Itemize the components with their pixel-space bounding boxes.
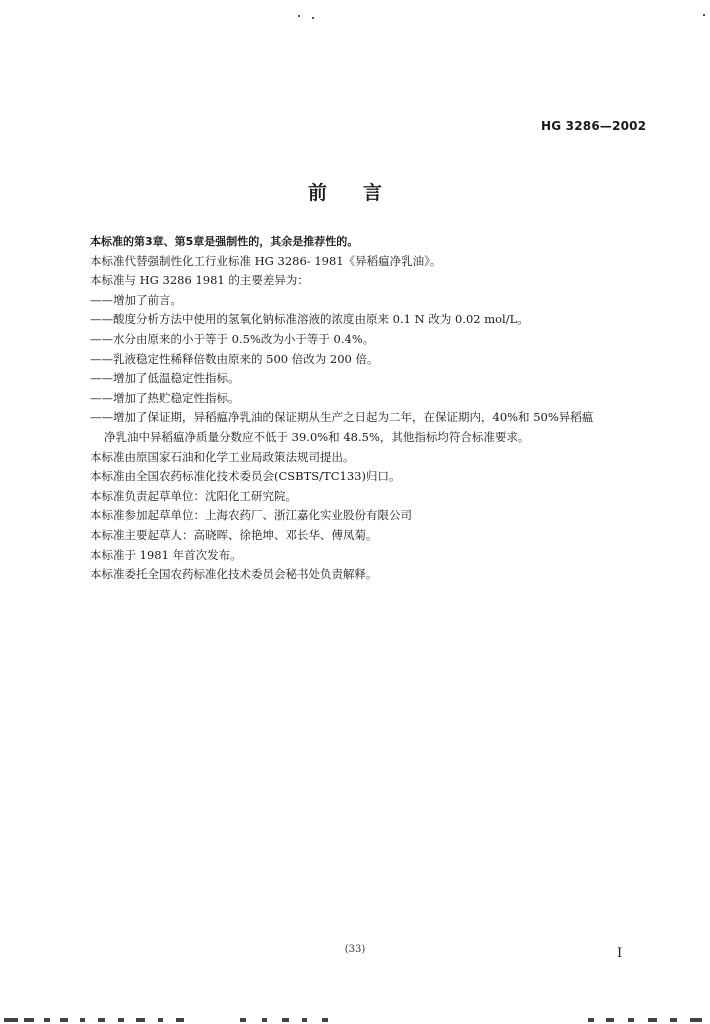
paragraph-line: 本标准委托全国农药标准化技术委员会秘书处负责解释。 [90,567,378,582]
paragraph-line: 本标准参加起草单位：上海农药厂、浙江嘉化实业股份有限公司 [90,508,412,523]
paragraph-line: ——增加了低温稳定性指标。 [90,371,240,386]
paragraph-line: 本标准于 1981 年首次发布。 [90,547,242,562]
paragraph-line: ——增加了保证期，异稻瘟净乳油的保证期从生产之日起为二年，在保证期内，40%和 50%异稻瘟 [90,410,594,425]
paragraph-line: 本标准由全国农药标准化技术委员会(CSBTS/TC133)归口。 [90,469,401,484]
paragraph-line: ——增加了前言。 [90,292,182,307]
paragraph-line: 本标准与 HG 3286 1981 的主要差异为： [90,273,309,288]
paragraph-line: ——增加了热贮稳定性指标。 [90,390,240,405]
paragraph-line: ——水分由原来的小于等于 0.5%改为小于等于 0.4%。 [90,331,375,346]
scan-dot [312,17,314,19]
page-number: (33) [344,944,366,955]
paragraph-line: ——酸度分析方法中使用的氢氧化钠标准溶液的浓度由原来 0.1 N 改为 0.02 mol/L。 [90,312,529,327]
paragraph-line: 本标准负责起草单位：沈阳化工研究院。 [90,488,297,503]
paragraph-line: 本标准主要起草人：高晓晖、徐艳坤、邓长华、傅凤菊。 [90,527,378,542]
page-title: 前言 [307,182,418,204]
scan-edge-marks [0,1016,710,1024]
paragraph-line: ——乳液稳定性稀释倍数由原来的 500 倍改为 200 倍。 [90,351,379,366]
scan-dot [298,15,300,17]
standard-code: HG 3286—2002 [541,119,647,133]
paragraph-line: 净乳油中异稻瘟净质量分数应不低于 39.0%和 48.5%，其他指标均符合标准要求。 [104,429,530,444]
scan-dot [703,14,705,16]
paragraph-line: 本标准代替强制性化工行业标准 HG 3286- 1981《异稻瘟净乳油》。 [90,253,442,268]
paragraph-line: 本标准的第3章、第5章是强制性的，其余是推荐性的。 [90,235,359,248]
roman-page-number: I [617,946,623,961]
paragraph-line: 本标准由原国家石油和化学工业局政策法规司提出。 [90,449,355,464]
foreword-body [90,232,650,585]
